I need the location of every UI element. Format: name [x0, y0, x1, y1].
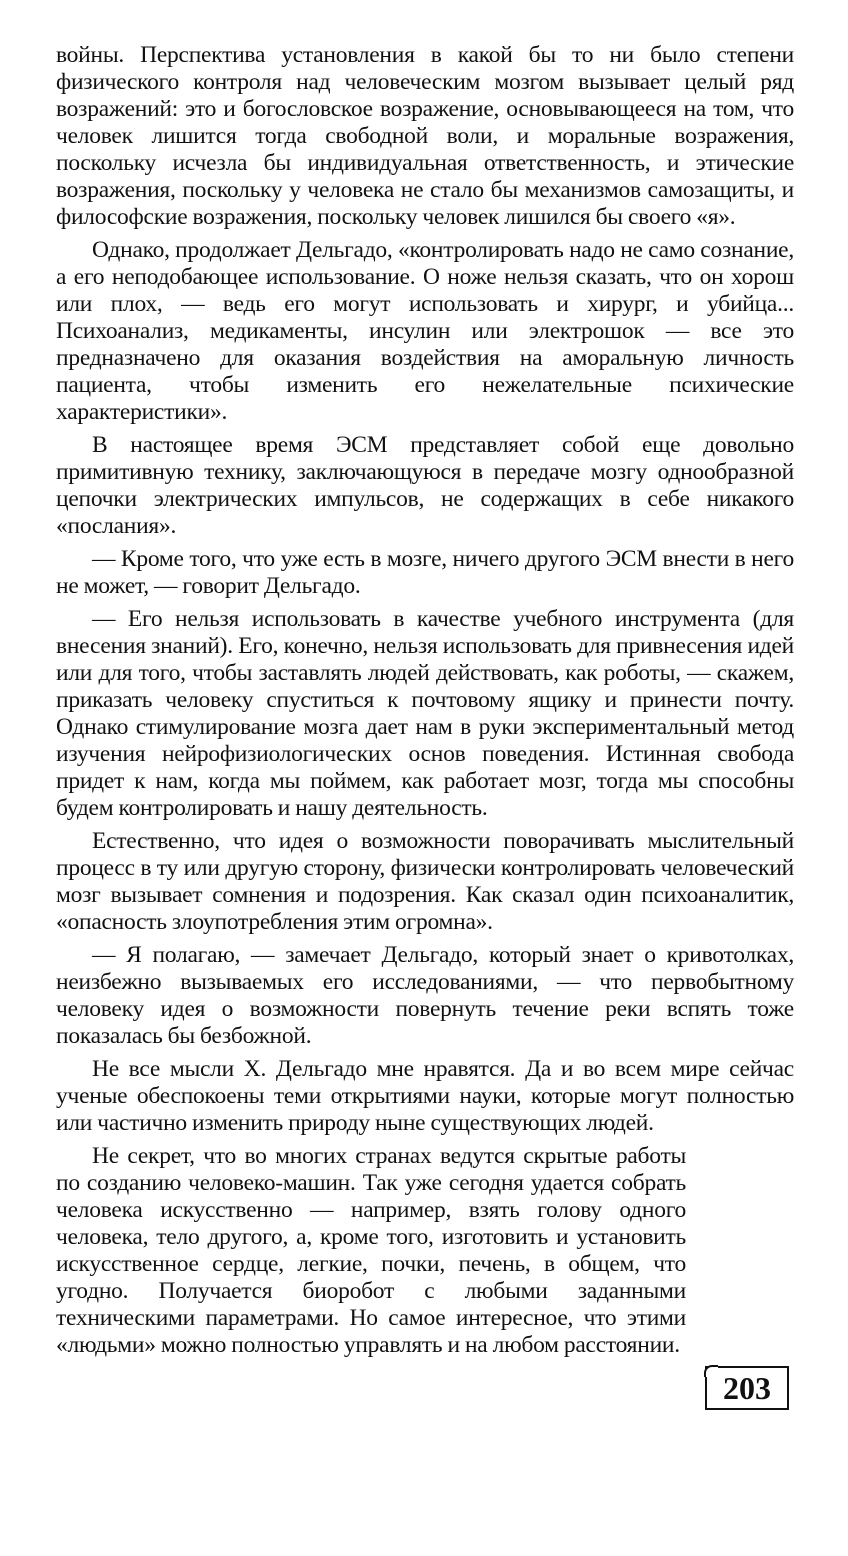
paragraph-1: войны. Перспектива установления в какой бы то ни было степени физического контроля над человеческим мозгом вызывает целый ряд возражений: это и богословское возражение, основывающееся на том, что человек лишится тогда свободной воли, и моральные возражения, поскольку исчезла бы индивидуальная ответственность, и этические возражения, поскольку у человека не стало бы механизмов самозащиты, и философские возражения, поскольку человек лишился бы своего «я». [56, 42, 794, 230]
paragraph-9: Не секрет, что во многих странах ведутся скрытые работы по созданию человеко-машин. Так уже сегодня удается собрать человека искусственно — например, взять голову одного человека, тело другого, а, кроме того, изготовить и установить искусственное сердце, легкие, почки, печень, в общем, что угодно. Получается биоробот с любыми заданными техническими параметрами. Но самое интересное, что этими «людьми» можно полностью управлять и на любом расстоянии. [56, 1143, 686, 1358]
paragraph-5: — Его нельзя использовать в качестве учебного инструмента (для внесения знаний). Его, конечно, нельзя использовать для привнесения идей или для того, чтобы заставлять людей действовать, как роботы, — скажем, приказать человеку спуститься к почтовому ящику и принести почту. Однако стимулирование мозга дает нам в руки экспериментальный метод изучения нейрофизиологических основ поведения. Истинная свобода придет к нам, когда мы поймем, как работает мозг, тогда мы способны будем контролировать и нашу деятельность. [56, 606, 794, 821]
page-body [56, 42, 794, 1365]
paragraph-3: В настоящее время ЭСМ представляет собой еще довольно примитивную технику, заключающуюся в передаче мозгу однообразной цепочки электрических импульсов, не содержащих в себе никакого «послания». [56, 432, 794, 539]
paragraph-8: Не все мысли Х. Дельгадо мне нравятся. Да и во всем мире сейчас ученые обеспокоены теми открытиями науки, которые могут полностью или частично изменить природу ныне существующих людей. [56, 1056, 794, 1136]
paragraph-6: Естественно, что идея о возможности поворачивать мыслительный процесс в ту или другую сторону, физически контролировать человеческий мозг вызывает сомнения и подозрения. Как сказал один психоаналитик, «опасность злоупотребления этим огромна». [56, 828, 794, 935]
paragraph-2: Однако, продолжает Дельгадо, «контролировать надо не само сознание, а его неподобающее использование. О ноже нельзя сказать, что он хорош или плох, — ведь его могут использовать и хирург, и убийца... Психоанализ, медикаменты, инсулин или электрошок — все это предназначено для оказания воздействия на аморальную личность пациента, чтобы изменить его нежелательные психические характеристики». [56, 237, 794, 425]
paragraph-7: — Я полагаю, — замечает Дельгадо, который знает о кривотолках, неизбежно вызываемых его исследованиями, — что первобытному человеку идея о возможности повернуть течение реки вспять тоже показалась бы безбожной. [56, 942, 794, 1049]
page-number: 203 [705, 1366, 789, 1410]
paragraph-4: — Кроме того, что уже есть в мозге, ничего другого ЭСМ внести в него не может, — говорит Дельгадо. [56, 546, 794, 599]
